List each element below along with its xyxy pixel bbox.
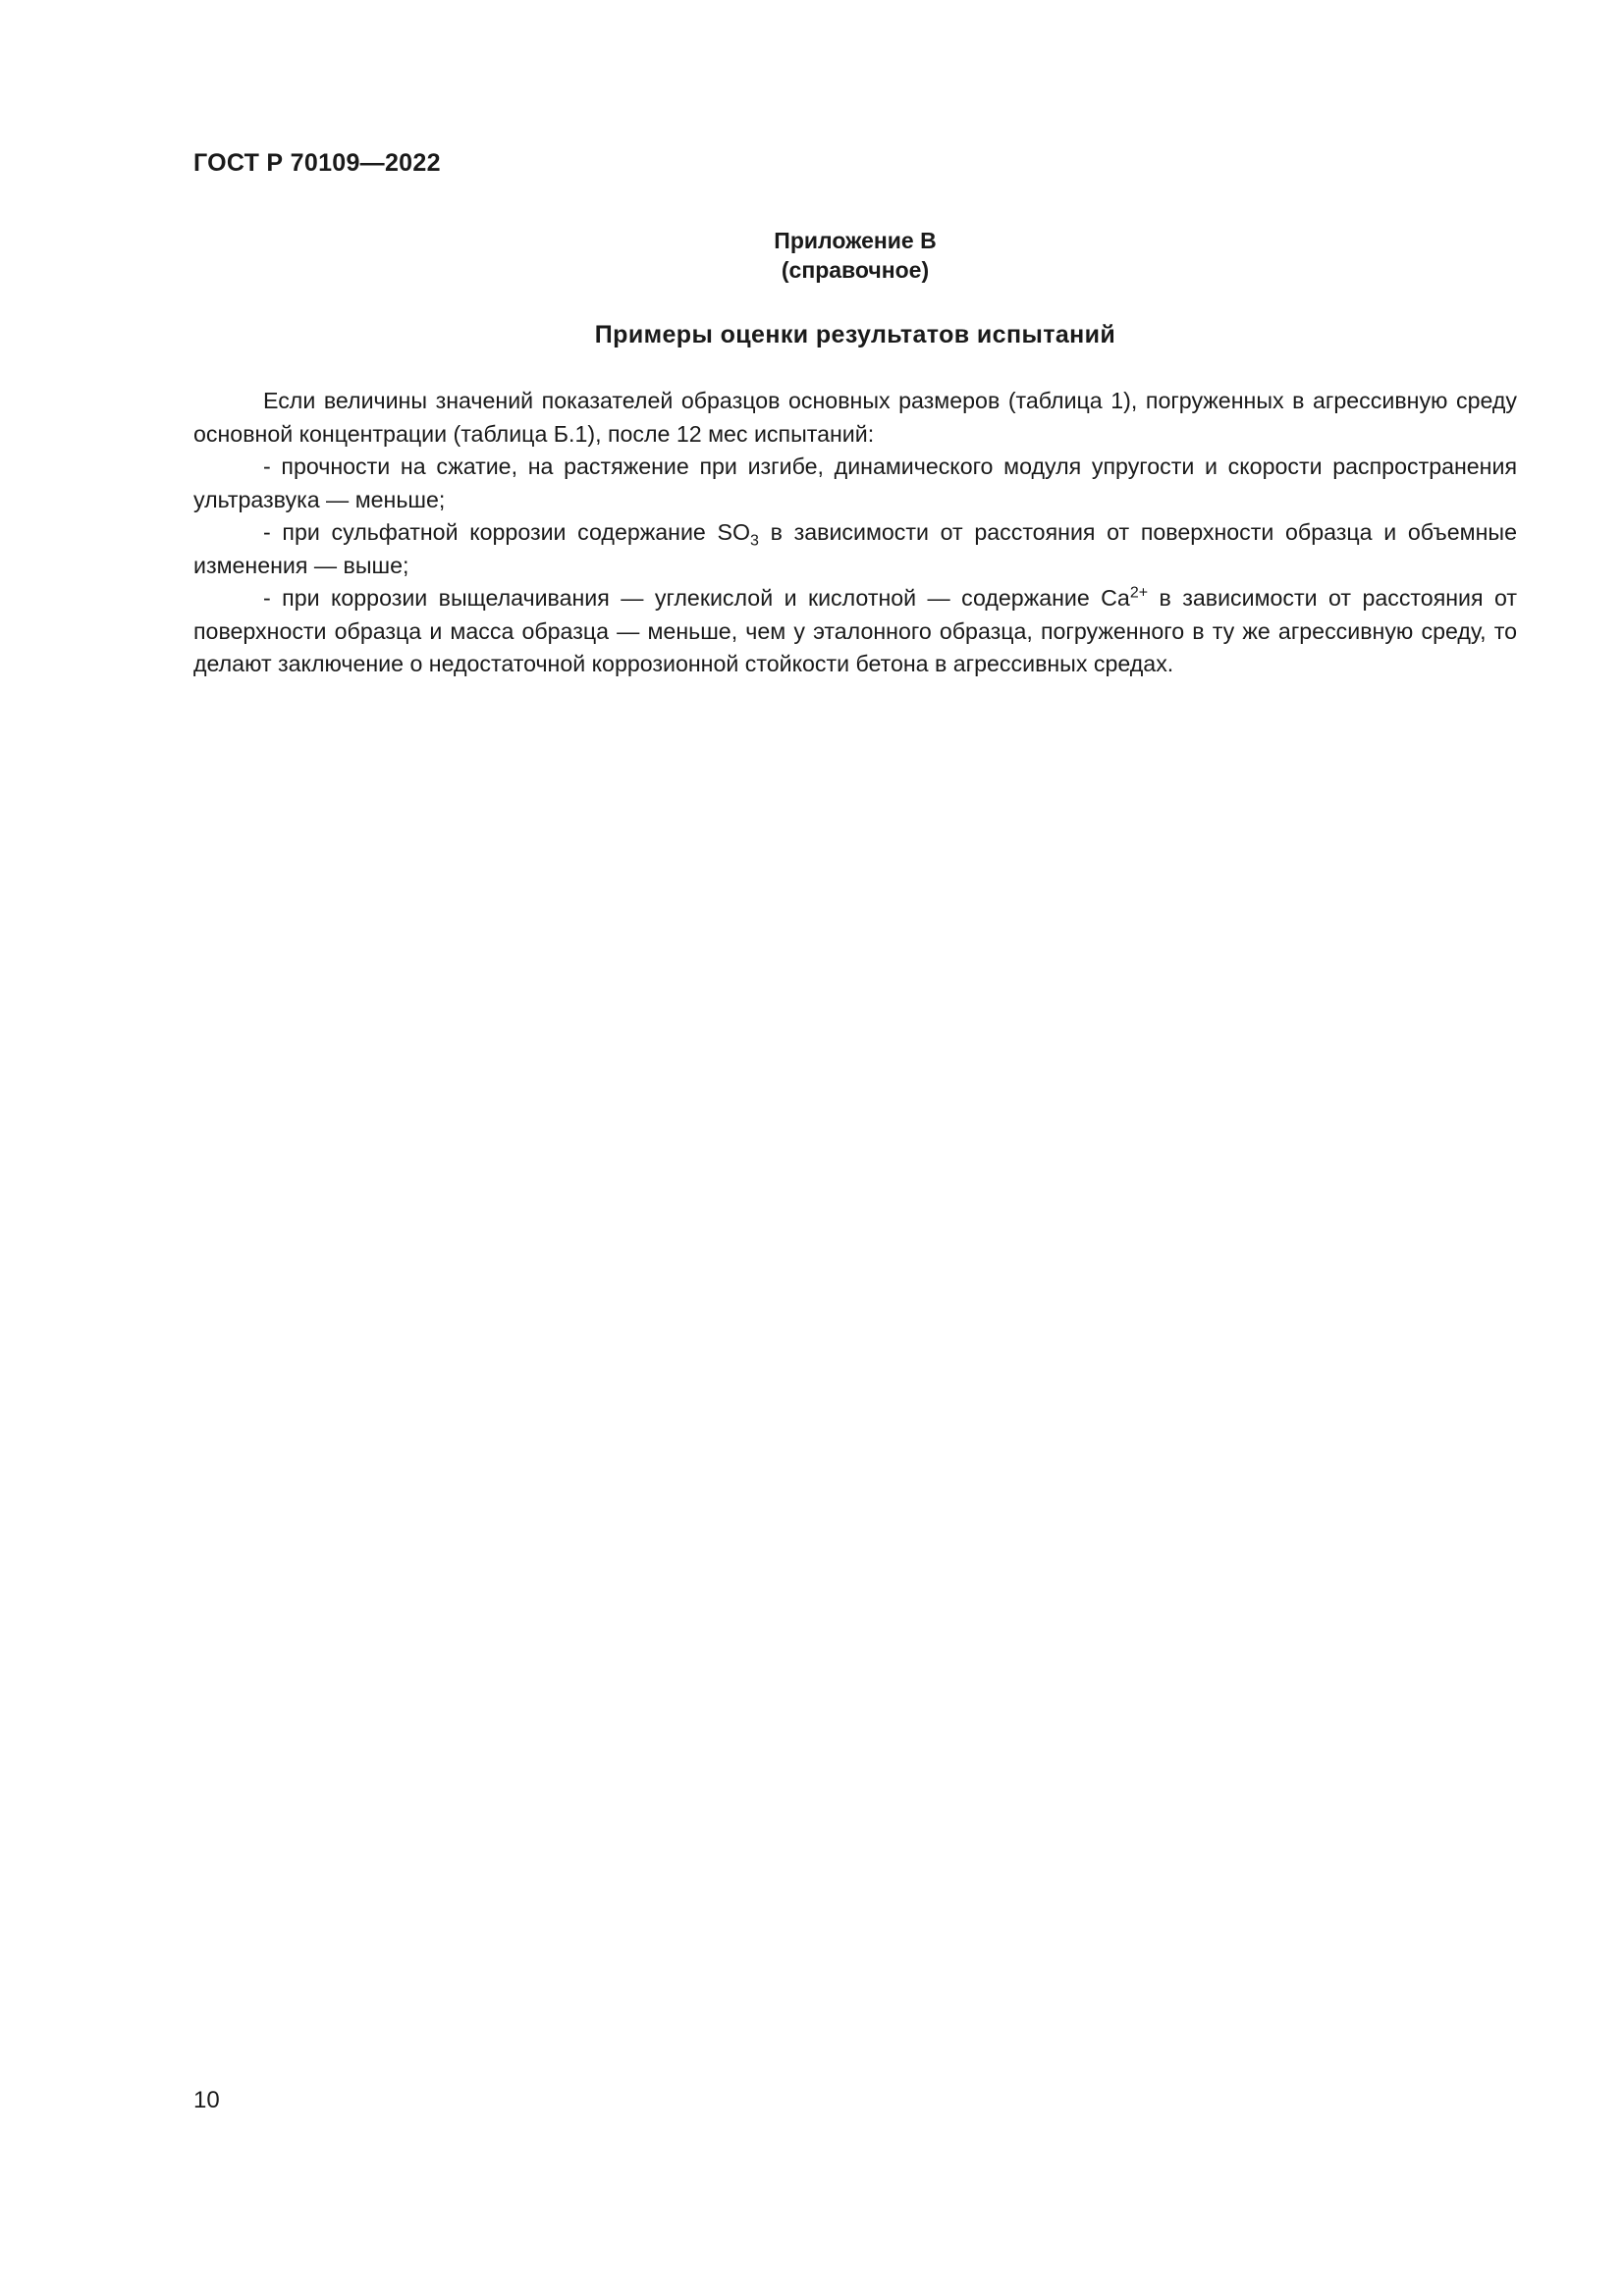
body-text [193,385,1517,681]
list-item: - прочности на сжатие, на растяжение при изгибе, динамического модуля упругости и скорости распространения ультразвука — меньше; [193,454,1517,512]
section-title: Примеры оценки результатов испытаний [594,321,1116,348]
intro-paragraph: Если величины значений показателей образцов основных размеров (таблица 1), погруженных в агрессивную среду основной концентрации (таблица Б.1), после 12 мес испытаний: [193,388,1517,447]
list-item-text: в зависимости от расстояния от поверхности образца и масса образца — меньше, чем у эталонного образца, погруженного в ту же агрессивную среду, то делают заключение о недостаточной коррозионной стойкости бетона в агрессивных средах. [193,585,1517,676]
superscript: 2+ [1129,584,1149,602]
list-item-text: - при коррозии выщелачивания — углекислой и кислотной — содержание Ca [263,585,1130,611]
list-item [193,582,1517,681]
appendix-title: Приложение В [774,228,937,253]
document-code: ГОСТ Р 70109—2022 [193,149,441,177]
appendix-heading [193,226,1517,285]
list-item-text: в зависимости от расстояния от поверхности образца и объемные изменения — выше; [193,519,1517,578]
list-item-text: - при сульфатной коррозии содержание SO [263,519,750,545]
appendix-status: (справочное) [781,257,930,283]
page-number: 10 [193,2087,220,2113]
list-item [193,516,1517,582]
subscript: 3 [750,532,759,550]
